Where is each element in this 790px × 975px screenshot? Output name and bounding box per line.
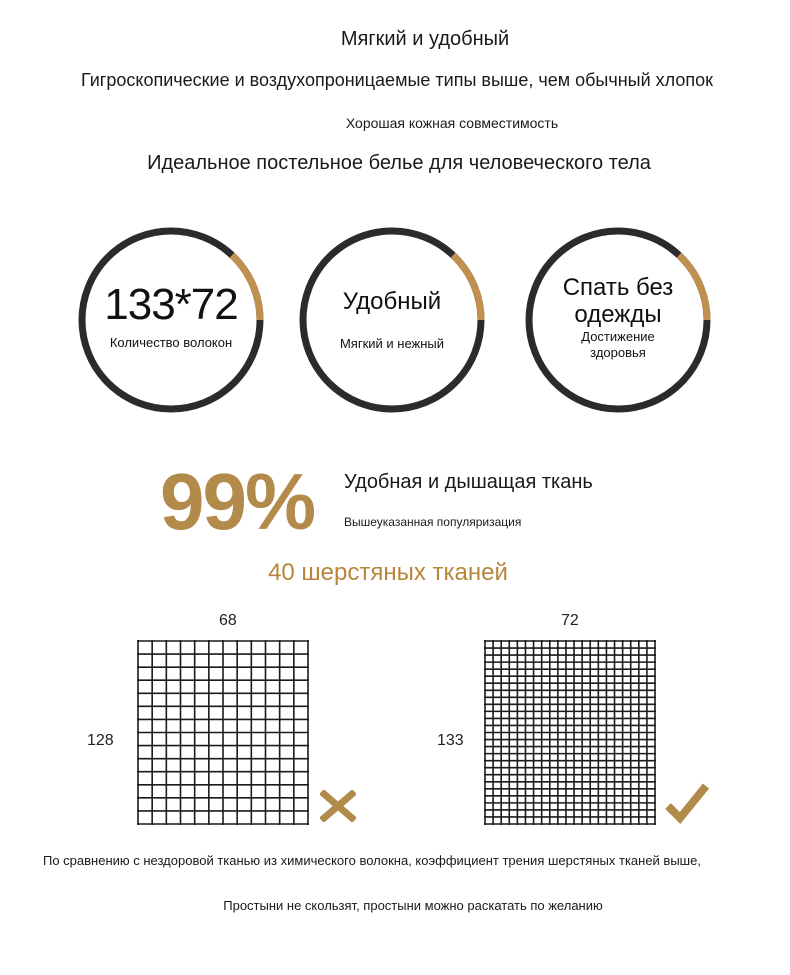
sleep-title-line1: Спать без [562,274,674,301]
fiber-count-label: Количество волокон [109,335,233,350]
comfort-badge [297,225,487,415]
grid1-side-label: 128 [87,732,114,749]
percent-stat: 99% [160,457,315,546]
closing-text: Простыни не скользят, простыни можно раскатать по желанию [223,898,603,913]
sleep-title-line2: одежды [574,301,662,328]
sleep-label-line2: здоровья [590,345,646,360]
comfort-label: Мягкий и нежный [339,336,445,351]
note-text: Хорошая кожная совместимость [345,115,559,131]
subtitle: Гигроскопические и воздухопроницаемые типы выше, чем обычный хлопок [80,70,714,90]
weave-grid-sparse [137,640,309,825]
check-icon [664,780,710,824]
weave-grid-dense [484,640,656,825]
stat-title: Удобная и дышащая ткань [344,471,593,493]
grid1-top-label: 68 [219,612,237,629]
sleep-badge [523,225,713,415]
cross-icon [320,790,356,822]
grid2-side-label: 133 [437,732,464,749]
sleep-label [523,329,713,361]
wool-heading: 40 шерстяных тканей [268,559,508,586]
sleep-label-line1: Достижение [581,329,655,344]
fiber-count-value: 133*72 [104,280,238,329]
comparison-text: По сравнению с нездоровой тканью из химического волокна, коэффициент трения шерстяных тканей выше, [43,853,701,868]
stat-subtitle: Вышеуказанная популяризация [344,515,522,529]
ring-graphic [297,225,487,415]
page-title: Мягкий и удобный [340,28,510,50]
tagline: Идеальное постельное белье для человеческого тела [147,152,651,174]
fiber-count-badge [76,225,266,415]
grid2-top-label: 72 [561,612,579,629]
sleep-title [523,274,713,328]
comfort-title: Удобный [342,288,442,315]
